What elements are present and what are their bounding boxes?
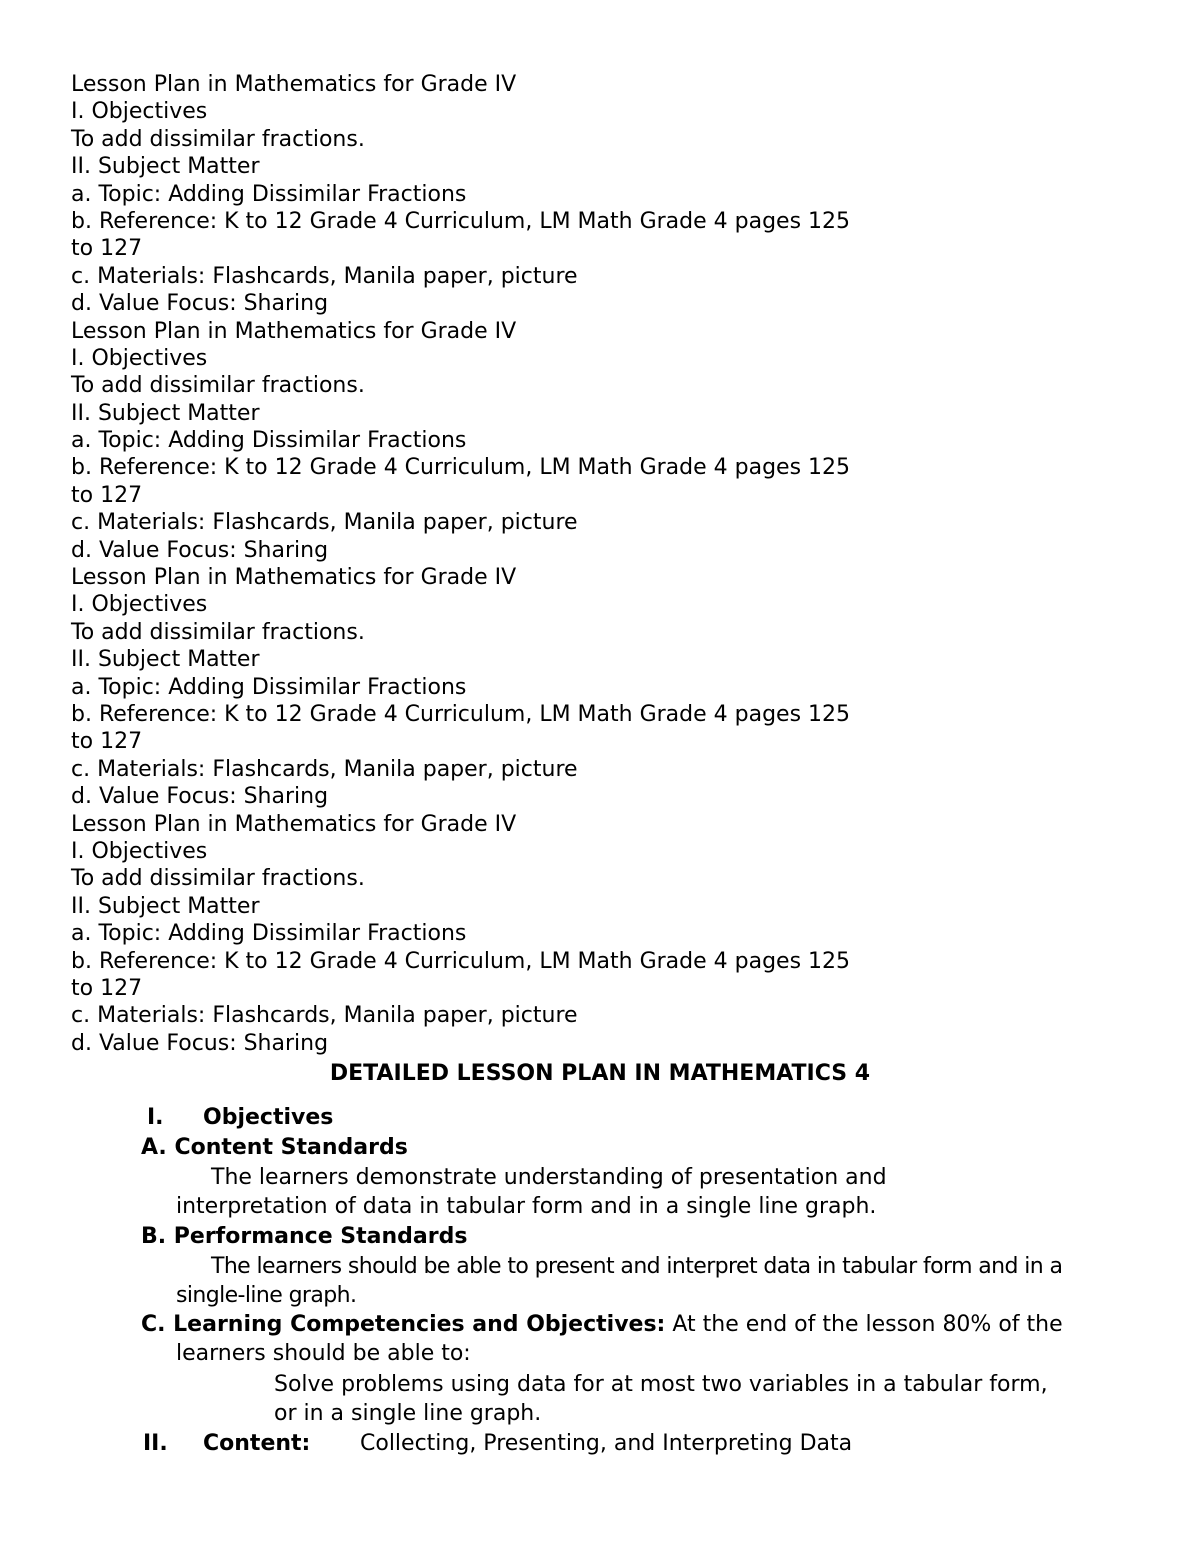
lesson-plan-title: Lesson Plan in Mathematics for Grade IV	[71, 72, 517, 97]
reference-line-continued: to 127	[71, 482, 143, 508]
learning-objective-text-continued: or in a single line graph.	[274, 1401, 542, 1426]
materials-line: c. Materials: Flashcards, Manila paper, picture	[71, 1003, 578, 1029]
learning-competencies-line	[141, 1310, 1063, 1340]
value-focus-line: d. Value Focus: Sharing	[71, 537, 329, 563]
content-standards-label: A. Content Standards	[141, 1135, 408, 1160]
lesson-plan-title: Lesson Plan in Mathematics for Grade IV	[71, 318, 517, 344]
subject-matter-heading: II. Subject Matter	[71, 893, 260, 919]
lesson-plan-title: Lesson Plan in Mathematics for Grade IV	[71, 565, 517, 591]
lesson-plan-block	[71, 811, 1071, 1058]
performance-standards-label: B. Performance Standards	[141, 1224, 468, 1249]
content-standards-text-continued: interpretation of data in tabular form and in a single line graph.	[176, 1194, 877, 1219]
reference-line-continued: to 127	[71, 729, 143, 755]
section-two-numeral: II.	[143, 1431, 168, 1456]
learning-competencies-label: C. Learning Competencies and Objectives:	[141, 1312, 666, 1337]
lesson-plan-block	[71, 318, 1071, 565]
performance-standards-text: The learners should be able to present and interpret data in tabular form and in a	[211, 1254, 1063, 1279]
content-standards-text: The learners demonstrate understanding of presentation and	[211, 1165, 887, 1190]
topic-line: a. Topic: Adding Dissimilar Fractions	[71, 181, 467, 207]
subject-matter-heading: II. Subject Matter	[71, 400, 260, 426]
reference-line-continued: to 127	[71, 236, 143, 262]
topic-line: a. Topic: Adding Dissimilar Fractions	[71, 674, 467, 700]
objective-text: To add dissimilar fractions.	[71, 373, 365, 399]
performance-standards-text-continued: single-line graph.	[176, 1283, 357, 1308]
objectives-heading: I. Objectives	[71, 592, 208, 618]
objectives-heading: I. Objectives	[71, 838, 208, 864]
reference-line-continued: to 127	[71, 975, 143, 1001]
section-two-heading: Content:	[203, 1431, 311, 1456]
value-focus-line: d. Value Focus: Sharing	[71, 1030, 329, 1056]
learning-objective-text: Solve problems using data for at most two variables in a tabular form,	[274, 1372, 1048, 1397]
objectives-heading: I. Objectives	[71, 99, 208, 125]
section-one-heading: Objectives	[203, 1105, 334, 1130]
value-focus-line: d. Value Focus: Sharing	[71, 291, 329, 317]
objective-text: To add dissimilar fractions.	[71, 126, 365, 152]
reference-line: b. Reference: K to 12 Grade 4 Curriculum, LM Math Grade 4 pages 125	[71, 455, 851, 481]
objective-text: To add dissimilar fractions.	[71, 866, 365, 892]
detailed-lesson-plan-title: DETAILED LESSON PLAN IN MATHEMATICS 4	[329, 1061, 871, 1086]
topic-line: a. Topic: Adding Dissimilar Fractions	[71, 428, 467, 454]
value-focus-line: d. Value Focus: Sharing	[71, 784, 329, 810]
lesson-plan-title: Lesson Plan in Mathematics for Grade IV	[71, 811, 517, 837]
repeated-lesson-plan-blocks	[71, 71, 1071, 1057]
learning-competencies-lead: At the end of the lesson 80% of the	[672, 1312, 1063, 1337]
objective-text: To add dissimilar fractions.	[71, 619, 365, 645]
reference-line: b. Reference: K to 12 Grade 4 Curriculum, LM Math Grade 4 pages 125	[71, 948, 851, 974]
materials-line: c. Materials: Flashcards, Manila paper, picture	[71, 510, 578, 536]
learning-competencies-lead-continued: learners should be able to:	[176, 1341, 471, 1366]
section-one-numeral: I.	[147, 1105, 164, 1130]
reference-line: b. Reference: K to 12 Grade 4 Curriculum, LM Math Grade 4 pages 125	[71, 701, 851, 727]
reference-line: b. Reference: K to 12 Grade 4 Curriculum, LM Math Grade 4 pages 125	[71, 208, 851, 234]
topic-line: a. Topic: Adding Dissimilar Fractions	[71, 921, 467, 947]
objectives-heading: I. Objectives	[71, 345, 208, 371]
lesson-plan-block	[71, 564, 1071, 811]
lesson-plan-block	[71, 71, 1071, 318]
materials-line: c. Materials: Flashcards, Manila paper, picture	[71, 756, 578, 782]
section-two-content-text: Collecting, Presenting, and Interpreting Data	[360, 1431, 853, 1456]
materials-line: c. Materials: Flashcards, Manila paper, picture	[71, 263, 578, 289]
subject-matter-heading: II. Subject Matter	[71, 647, 260, 673]
subject-matter-heading: II. Subject Matter	[71, 154, 260, 180]
